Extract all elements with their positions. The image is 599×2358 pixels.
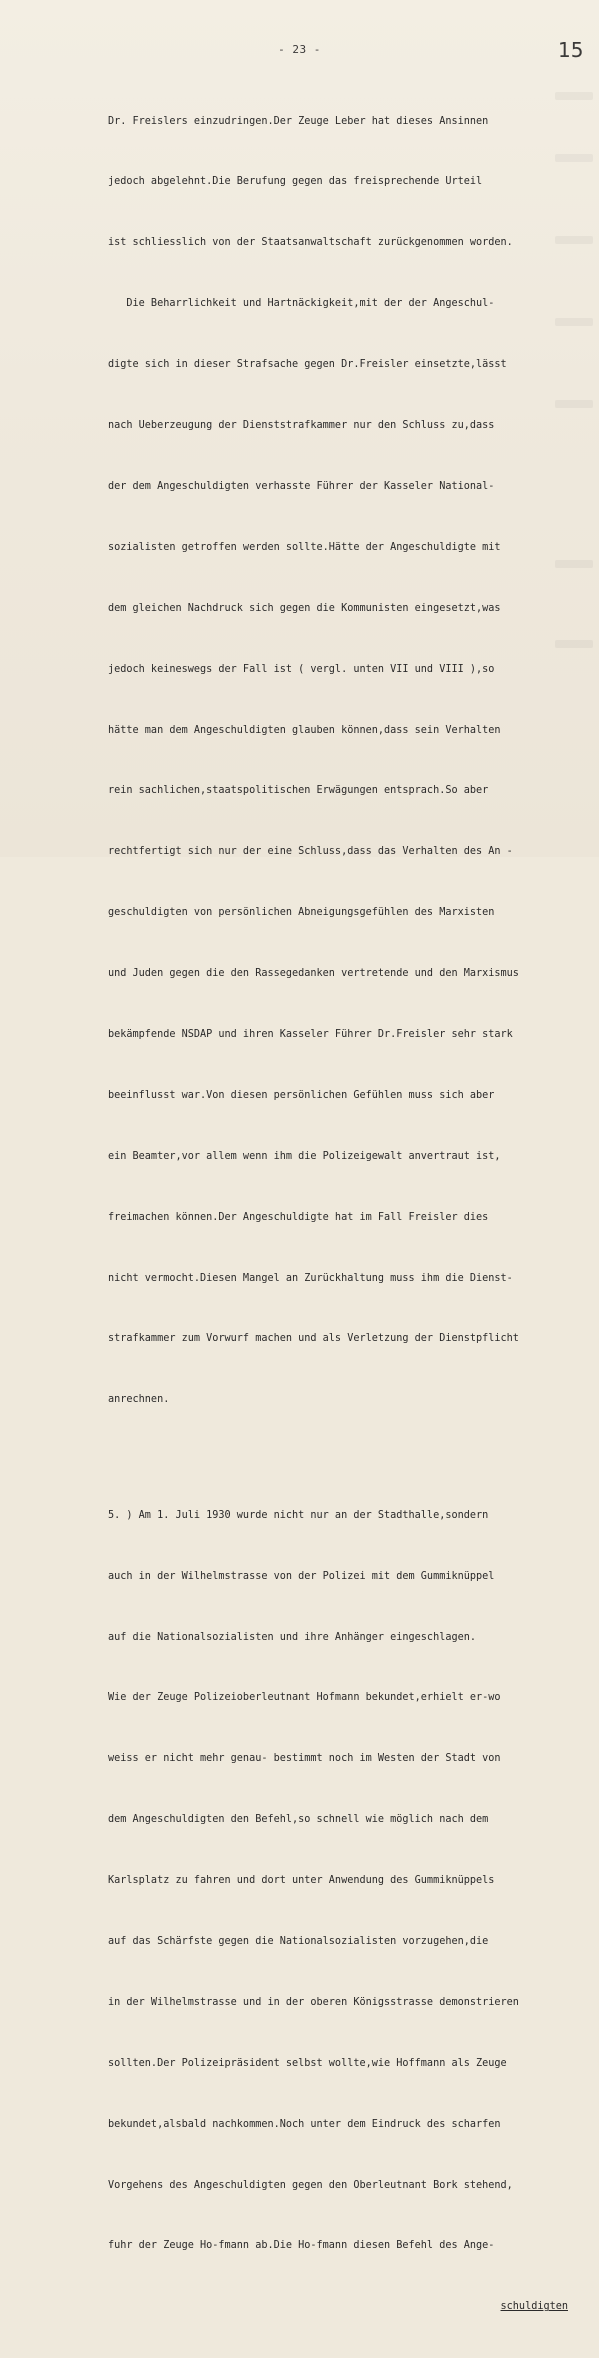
- page-number: - 23 -: [278, 43, 321, 56]
- text-line: ist schliesslich von der Staatsanwaltschaft zurückgenommen worden.: [108, 237, 513, 249]
- text-line: auf das Schärfste gegen die Nationalsozialisten vorzugehen,die: [108, 1936, 489, 1948]
- text-line: fuhr der Zeuge Ho-fmann ab.Die Ho-fmann diesen Befehl des Ange-: [108, 2240, 495, 2252]
- text-line: 5. ) Am 1. Juli 1930 wurde nicht nur an der Stadthalle,sondern: [108, 1509, 489, 1521]
- text-line: strafkammer zum Vorwurf machen und als Verletzung der Dienstpflicht: [108, 1333, 519, 1345]
- text-line: sozialisten getroffen werden sollte.Hätte der Angeschuldigte mit: [108, 541, 501, 553]
- paragraph-gap: [108, 1451, 568, 1465]
- text-line: geschuldigten von persönlichen Abneigungsgefühlen des Marxisten: [108, 907, 495, 919]
- text-line: anrechnen.: [108, 1394, 170, 1406]
- text-line: freimachen können.Der Angeschuldigte hat im Fall Freisler dies: [108, 1211, 489, 1223]
- text-line: Karlsplatz zu fahren und dort unter Anwendung des Gummiknüppels: [108, 1875, 495, 1887]
- folio-number: 15: [558, 38, 584, 62]
- text-line: auch in der Wilhelmstrasse von der Polizei mit dem Gummiknüppel: [108, 1570, 495, 1582]
- text-line: hätte man dem Angeschuldigten glauben können,dass sein Verhalten: [108, 724, 501, 736]
- text-line: bekämpfende NSDAP und ihren Kasseler Führer Dr.Freisler sehr stark: [108, 1028, 513, 1040]
- document-body: [108, 71, 568, 2358]
- catchword-line: [108, 2297, 568, 2317]
- text-line: jedoch keineswegs der Fall ist ( vergl. unten VII und VIII ),so: [108, 663, 495, 675]
- text-line: bekundet,alsbald nachkommen.Noch unter dem Eindruck des scharfen: [108, 2118, 501, 2130]
- text-line: dem gleichen Nachdruck sich gegen die Kommunisten eingesetzt,was: [108, 602, 501, 614]
- text-line: Die Beharrlichkeit und Hartnäckigkeit,mit der der Angeschul-: [108, 298, 495, 310]
- text-line: beeinflusst war.Von diesen persönlichen Gefühlen muss sich aber: [108, 1089, 495, 1101]
- text-line: rein sachlichen,staatspolitischen Erwägungen entsprach.So aber: [108, 785, 489, 797]
- text-line: jedoch abgelehnt.Die Berufung gegen das freisprechende Urteil: [108, 176, 483, 188]
- text-line: Dr. Freislers einzudringen.Der Zeuge Leber hat dieses Ansinnen: [108, 115, 489, 127]
- text-line: auf die Nationalsozialisten und ihre Anhänger eingeschlagen.: [108, 1631, 477, 1643]
- text-line: rechtfertigt sich nur der eine Schluss,dass das Verhalten des An -: [108, 846, 513, 858]
- catchword: schuldigten: [500, 2301, 568, 2313]
- text-line: nach Ueberzeugung der Dienststrafkammer nur den Schluss zu,dass: [108, 420, 495, 432]
- text-line: nicht vermocht.Diesen Mangel an Zurückhaltung muss ihm die Dienst-: [108, 1272, 513, 1284]
- text-line: und Juden gegen die den Rassegedanken vertretende und den Marxismus: [108, 968, 519, 980]
- text-line: weiss er nicht mehr genau- bestimmt noch im Westen der Stadt von: [108, 1753, 501, 1765]
- text-line: ein Beamter,vor allem wenn ihm die Polizeigewalt anvertraut ist,: [108, 1150, 501, 1162]
- text-line: Vorgehens des Angeschuldigten gegen den Oberleutnant Bork stehend,: [108, 2179, 513, 2191]
- text-line: sollten.Der Polizeipräsident selbst wollte,wie Hoffmann als Zeuge: [108, 2057, 507, 2069]
- text-line: dem Angeschuldigten den Befehl,so schnell wie möglich nach dem: [108, 1814, 489, 1826]
- text-line: der dem Angeschuldigten verhasste Führer der Kasseler National-: [108, 480, 495, 492]
- text-line: Wie der Zeuge Polizeioberleutnant Hofmann bekundet,erhielt er-wo: [108, 1692, 501, 1704]
- text-line: digte sich in dieser Strafsache gegen Dr.Freisler einsetzte,lässt: [108, 359, 507, 371]
- text-line: in der Wilhelmstrasse und in der oberen Königsstrasse demonstrieren: [108, 1996, 519, 2008]
